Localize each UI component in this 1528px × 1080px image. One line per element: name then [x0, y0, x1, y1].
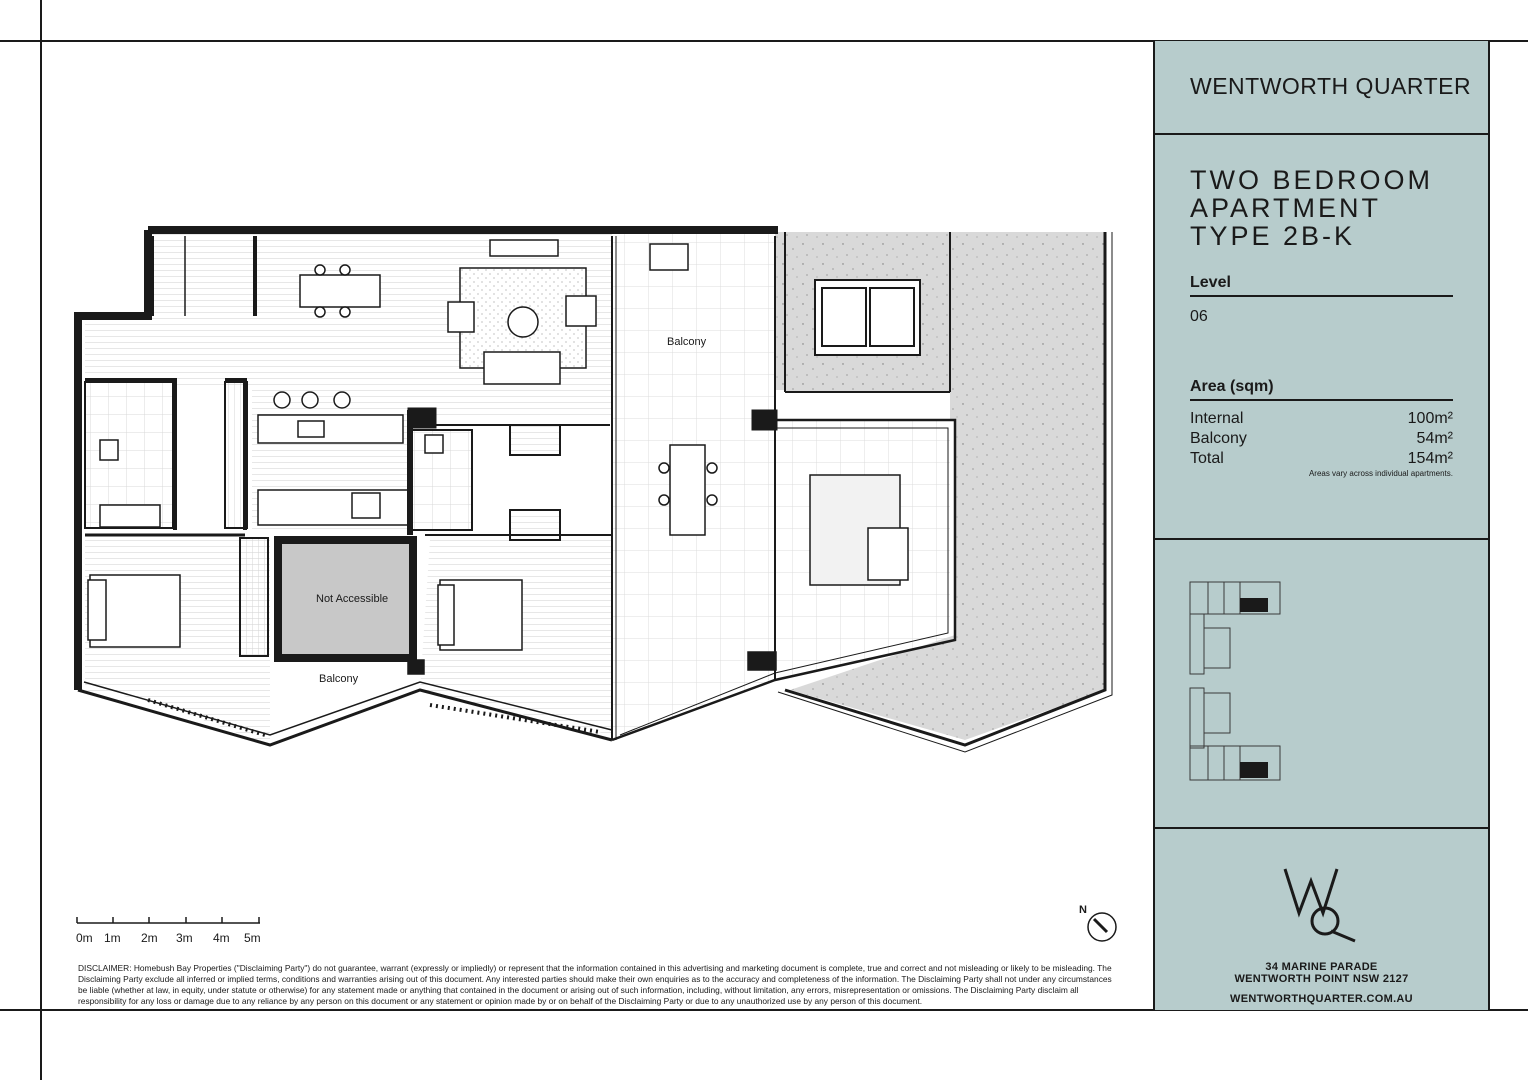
website-link[interactable]: WENTWORTHQUARTER.COM.AU	[1230, 993, 1413, 1005]
area-row-total	[1190, 450, 1453, 468]
sidebar-divider-3	[1155, 827, 1488, 829]
area-row-balcony	[1190, 430, 1453, 448]
balcony-small-label: Balcony	[319, 673, 359, 685]
area-label: Area (sqm)	[1190, 378, 1274, 395]
level-value: 06	[1190, 308, 1208, 325]
balcony-main-label: Balcony	[667, 336, 707, 348]
disclaimer-text: DISCLAIMER: Homebush Bay Properties ("Disclaiming Party") do not guarantee, warrant (expressly or impliedly) or represent that the information contained in this advertising and marketing document is complete, true and correct and not misleading or likely to be misleading. The Disclaiming Party exclude all inferred or implied terms, conditions and warranties arising out of this document. Any interested parties should make their own enquiries as to the accuracy and completeness of the information. The Disclaiming Party shall not under any circumstances be liable (whether at law, in equity, under statute or otherwise) for any statement made or anything that contained in the document or arising out of such information, including, without limitation, any errors, misrepresentation or omissions. The Disclaiming Party disclaim all responsibility for any loss or damage due to any reliance by any person on this document or any statement or opinion made by or on behalf of the Disclaiming Party or due to any unauthorized use by any person of this document.	[78, 963, 1112, 1006]
area-value: 154m²	[1407, 450, 1453, 467]
keyplan-icon	[1188, 578, 1283, 783]
scale-tick-4: 4m	[213, 931, 230, 945]
area-name: Total	[1190, 450, 1224, 467]
sidebar-divider-1	[1155, 133, 1488, 135]
apartment-title	[1190, 166, 1433, 250]
scale-tick-0: 0m	[76, 931, 93, 945]
scale-tick-1: 1m	[104, 931, 121, 945]
scale-tick-3: 3m	[176, 931, 193, 945]
address-line-1: 34 MARINE PARADE	[1265, 961, 1378, 973]
level-label: Level	[1190, 274, 1231, 291]
info-sidebar	[1153, 41, 1490, 1010]
title-line-2: APARTMENT	[1190, 193, 1382, 223]
area-name: Balcony	[1190, 430, 1247, 447]
sidebar-divider-2	[1155, 538, 1488, 540]
scale-bar	[76, 915, 266, 929]
title-line-3: TYPE 2B-K	[1190, 221, 1356, 251]
level-rule	[1190, 295, 1453, 297]
scale-tick-5: 5m	[244, 931, 261, 945]
compass-icon	[1085, 910, 1119, 944]
wq-logo-icon	[1281, 863, 1361, 943]
area-rule	[1190, 399, 1453, 401]
area-note: Areas vary across individual apartments.	[1308, 469, 1453, 478]
area-name: Internal	[1190, 410, 1244, 427]
title-line-1: TWO BEDROOM	[1190, 165, 1433, 195]
area-value: 54m²	[1416, 430, 1453, 447]
area-row-internal	[1190, 410, 1453, 428]
scale-tick-2: 2m	[141, 931, 158, 945]
brand-name: WENTWORTH QUARTER	[1190, 73, 1472, 99]
not-accessible-label: Not Accessible	[316, 593, 389, 605]
compass-label: N	[1079, 904, 1087, 916]
address-line-2: WENTWORTH POINT NSW 2127	[1234, 973, 1409, 985]
area-value: 100m²	[1407, 410, 1453, 427]
